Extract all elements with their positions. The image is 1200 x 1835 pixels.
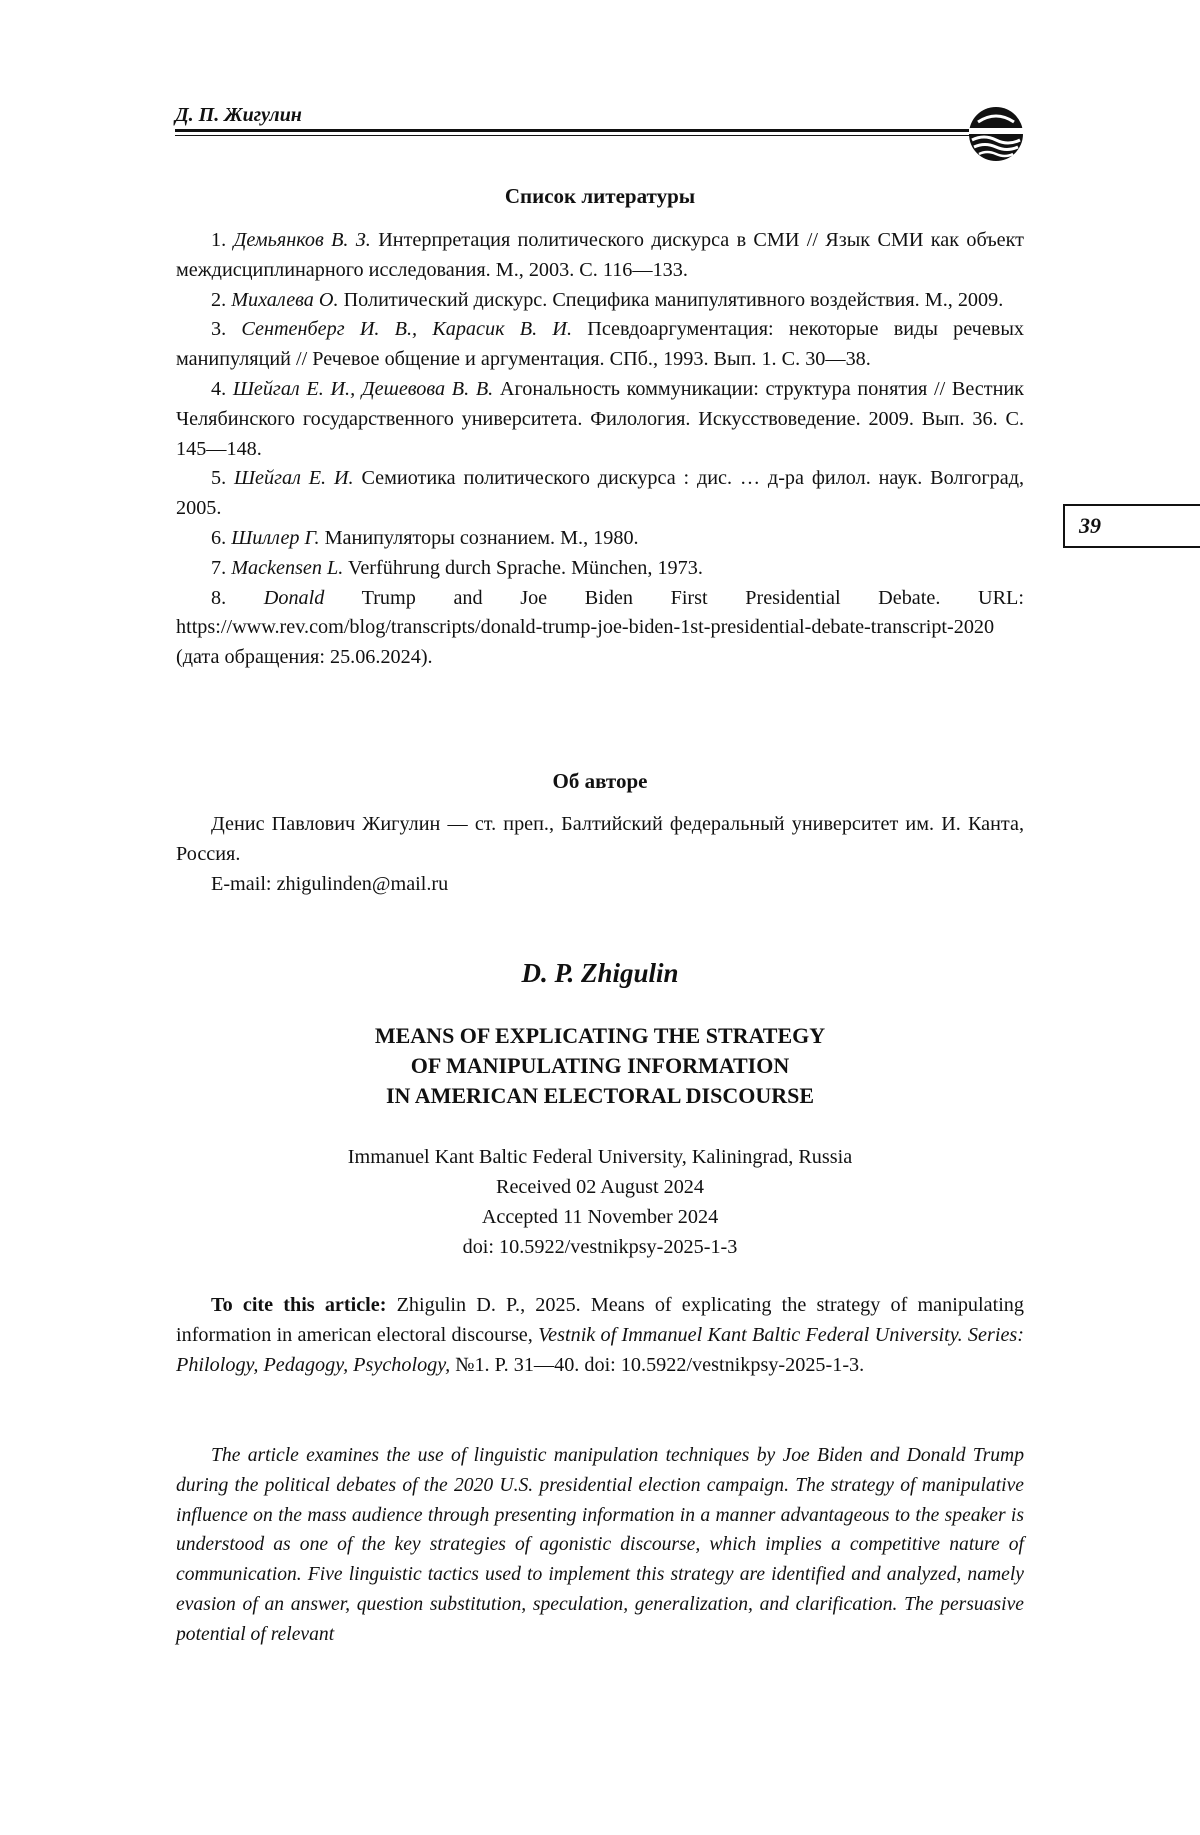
reference-item: 4. Шейгал Е. И., Дешевова В. В. Агональность коммуникации: структура понятия // Вестник Челябинского государственного университета. Филология. Искусствоведение. 2009. Вып. 36. С. 145—148. <box>176 377 1024 460</box>
abstract-text: The article examines the use of linguistic manipulation techniques by Joe Biden and Donald Trump during the political debates of the 2020 U.S. presidential election campaign. The strategy of manipulative influence on the mass audience through presenting information in a manner advantageous to the speaker is understood as one of the key strategies of agonistic discourse, which implies a competitive nature of communication. Five linguistic tactics used to implement this strategy are identified and analyzed, namely evasion of an answer, question substitution, speculation, generalization, and clarification. The persuasive potential of relevant <box>176 1445 1024 1645</box>
reference-item: 3. Сентенберг И. В., Карасик В. И. Псевдоаргументация: некоторые виды речевых манипуляций // Речевое общение и аргументация. СПб., 1993. Вып. 1. С. 30—38. <box>176 318 1024 371</box>
reference-item: 5. Шейгал Е. И. Семиотика политического дискурса : дис. … д-ра филол. наук. Волгоград, 2005. <box>176 467 1025 520</box>
received-date: Received 02 August 2024 <box>495 1176 704 1198</box>
reference-item: 6. Шиллер Г. Манипуляторы сознанием. М., 1980. <box>211 526 639 549</box>
affiliation: Immanuel Kant Baltic Federal University, Kaliningrad, Russia <box>347 1146 853 1168</box>
author-email: E-mail: zhigulinden@mail.ru <box>211 872 449 895</box>
english-title-line: MEANS OF EXPLICATING THE STRATEGY <box>374 1023 826 1048</box>
english-title-line: IN AMERICAN ELECTORAL DISCOURSE <box>385 1083 815 1108</box>
header-rule-thick <box>175 129 981 132</box>
citation-label: To cite this article: <box>211 1294 387 1316</box>
reference-item: 1. Демьянков В. З. Интерпретация политического дискурса в СМИ // Язык СМИ как объект междисциплинарного исследования. М., 2003. С. 116—133. <box>176 229 1024 281</box>
english-title <box>176 1021 1024 1111</box>
journal-logo-icon <box>966 104 1026 164</box>
english-title-line: OF MANIPULATING INFORMATION <box>410 1053 790 1078</box>
references-section <box>176 184 1024 673</box>
header-rule-thin <box>175 135 981 136</box>
abstract-section <box>176 1441 1024 1650</box>
author-bio: Денис Павлович Жигулин — ст. преп., Балтийский федеральный университет им. И. Канта, Россия. <box>176 813 1024 865</box>
about-author-section <box>176 769 1024 899</box>
reference-item: 8. Donald Trump and Joe Biden First Presidential Debate. URL: https://www.rev.com/blog/transcripts/donald-trump-joe-biden-1st-presidential-debate-transcript-2020 (дата обращения: 25.06.2024). <box>176 586 1024 669</box>
citation-section <box>176 1291 1024 1380</box>
doi: doi: 10.5922/vestnikpsy-2025-1-3 <box>462 1236 738 1258</box>
reference-item: 7. Mackensen L. Verführung durch Sprache. München, 1973. <box>211 556 703 579</box>
references-title: Список литературы <box>504 184 696 208</box>
article-meta <box>176 1142 1024 1262</box>
citation: To cite this article: Zhigulin D. P., 2025. Means of explicating the strategy of manipulating information in american electoral discourse, Vestnik of Immanuel Kant Baltic Federal University. Series: Philology, Pedagogy, Psychology, №1. P. 31—40. doi: 10.5922/vestnikpsy-2025-1-3. <box>176 1294 1024 1376</box>
page-number: 39 <box>1079 513 1101 538</box>
reference-list <box>176 226 1024 673</box>
english-author: D. P. Zhigulin <box>521 958 679 988</box>
running-head: Д. П. Жигулин <box>175 104 302 126</box>
about-author-title: Об авторе <box>552 769 648 793</box>
page-number-tab <box>1063 504 1200 548</box>
reference-item: 2. Михалева О. Политический дискурс. Специфика манипулятивного воздействия. М., 2009. <box>211 288 1004 311</box>
accepted-date: Accepted 11 November 2024 <box>481 1206 719 1228</box>
